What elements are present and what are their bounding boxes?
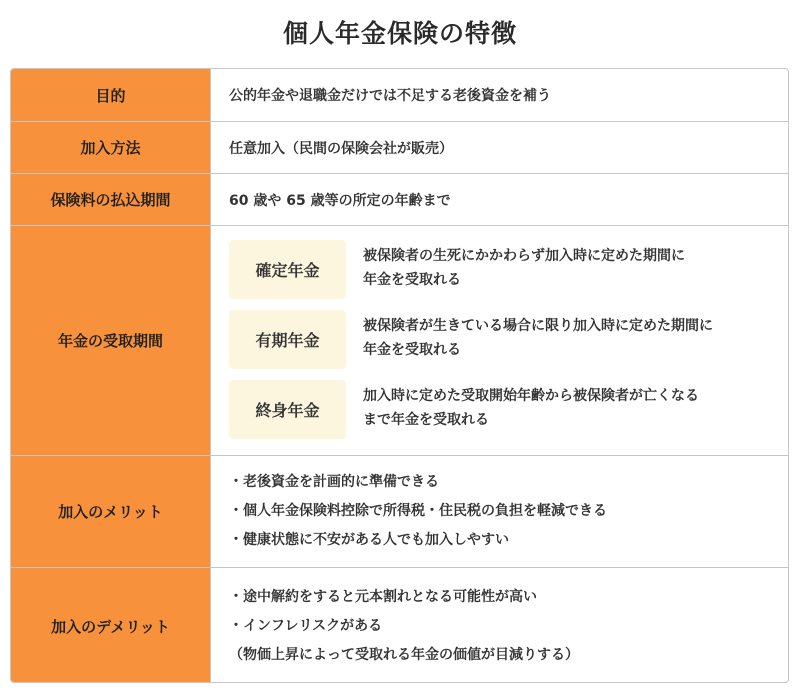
row-header-payment: 保険料の払込期間 <box>11 174 211 225</box>
merit-list <box>229 456 788 567</box>
list-item <box>229 497 788 526</box>
desc-line: 年金を受取れる <box>363 272 461 288</box>
merit-text: 老後資金を計画的に準備できる <box>243 474 439 490</box>
row-header-enroll: 加入方法 <box>11 122 211 173</box>
table-row-purpose <box>11 69 788 122</box>
table-row-enroll <box>11 122 788 174</box>
row-header-demerit: 加入のデメリット <box>11 568 211 683</box>
annuity-desc-term <box>363 314 783 362</box>
demerit-note: （物価上昇によって受取れる年金の価値が目減りする） <box>229 646 579 663</box>
page-title: 個人年金保険の特徴 <box>282 19 517 48</box>
desc-line: 加入時に定めた受取開始年齢から被保険者が亡くなる <box>363 388 699 404</box>
bullet-mark: ・ <box>229 588 243 605</box>
list-item <box>229 612 788 641</box>
table-row-receipt <box>11 226 788 456</box>
merit-text: 健康状態に不安がある人でも加入しやすい <box>243 532 509 548</box>
annuity-type-term: 有期年金 <box>229 310 346 369</box>
demerit-text: インフレリスクがある <box>243 617 383 634</box>
list-item <box>229 526 788 555</box>
annuity-desc-lifetime <box>363 384 783 432</box>
row-header-receipt: 年金の受取期間 <box>11 226 211 455</box>
row-value-payment: 60 歳や 65 歳等の所定の年齢まで <box>229 192 451 209</box>
bullet-mark: ・ <box>229 532 243 548</box>
row-value-enroll: 任意加入（民間の保険会社が販売） <box>229 140 453 157</box>
bullet-mark: ・ <box>229 503 243 519</box>
desc-line: 年金を受取れる <box>363 342 461 358</box>
features-table <box>10 68 789 683</box>
table-row-payment <box>11 174 788 226</box>
row-value-purpose: 公的年金や退職金だけでは不足する老後資金を補う <box>229 88 551 104</box>
row-header-purpose: 目的 <box>11 69 211 121</box>
demerit-list <box>229 568 788 683</box>
list-item <box>229 583 788 612</box>
desc-line: 被保険者の生死にかかわらず加入時に定めた期間に <box>363 248 685 264</box>
row-header-merit: 加入のメリット <box>11 456 211 567</box>
bullet-mark: ・ <box>229 474 243 490</box>
demerit-text: 途中解約をすると元本割れとなる可能性が高い <box>243 588 537 605</box>
merit-text: 個人年金保険料控除で所得税・住民税の負担を軽減できる <box>243 503 607 519</box>
annuity-type-lifetime: 終身年金 <box>229 380 346 439</box>
desc-line: 被保険者が生きている場合に限り加入時に定めた期間に <box>363 318 713 334</box>
table-row-demerit <box>11 568 788 683</box>
bullet-mark: ・ <box>229 617 243 634</box>
desc-line: まで年金を受取れる <box>363 412 489 428</box>
table-row-merit <box>11 456 788 568</box>
annuity-type-fixed: 確定年金 <box>229 240 346 299</box>
annuity-desc-fixed <box>363 244 783 292</box>
list-item <box>229 468 788 497</box>
